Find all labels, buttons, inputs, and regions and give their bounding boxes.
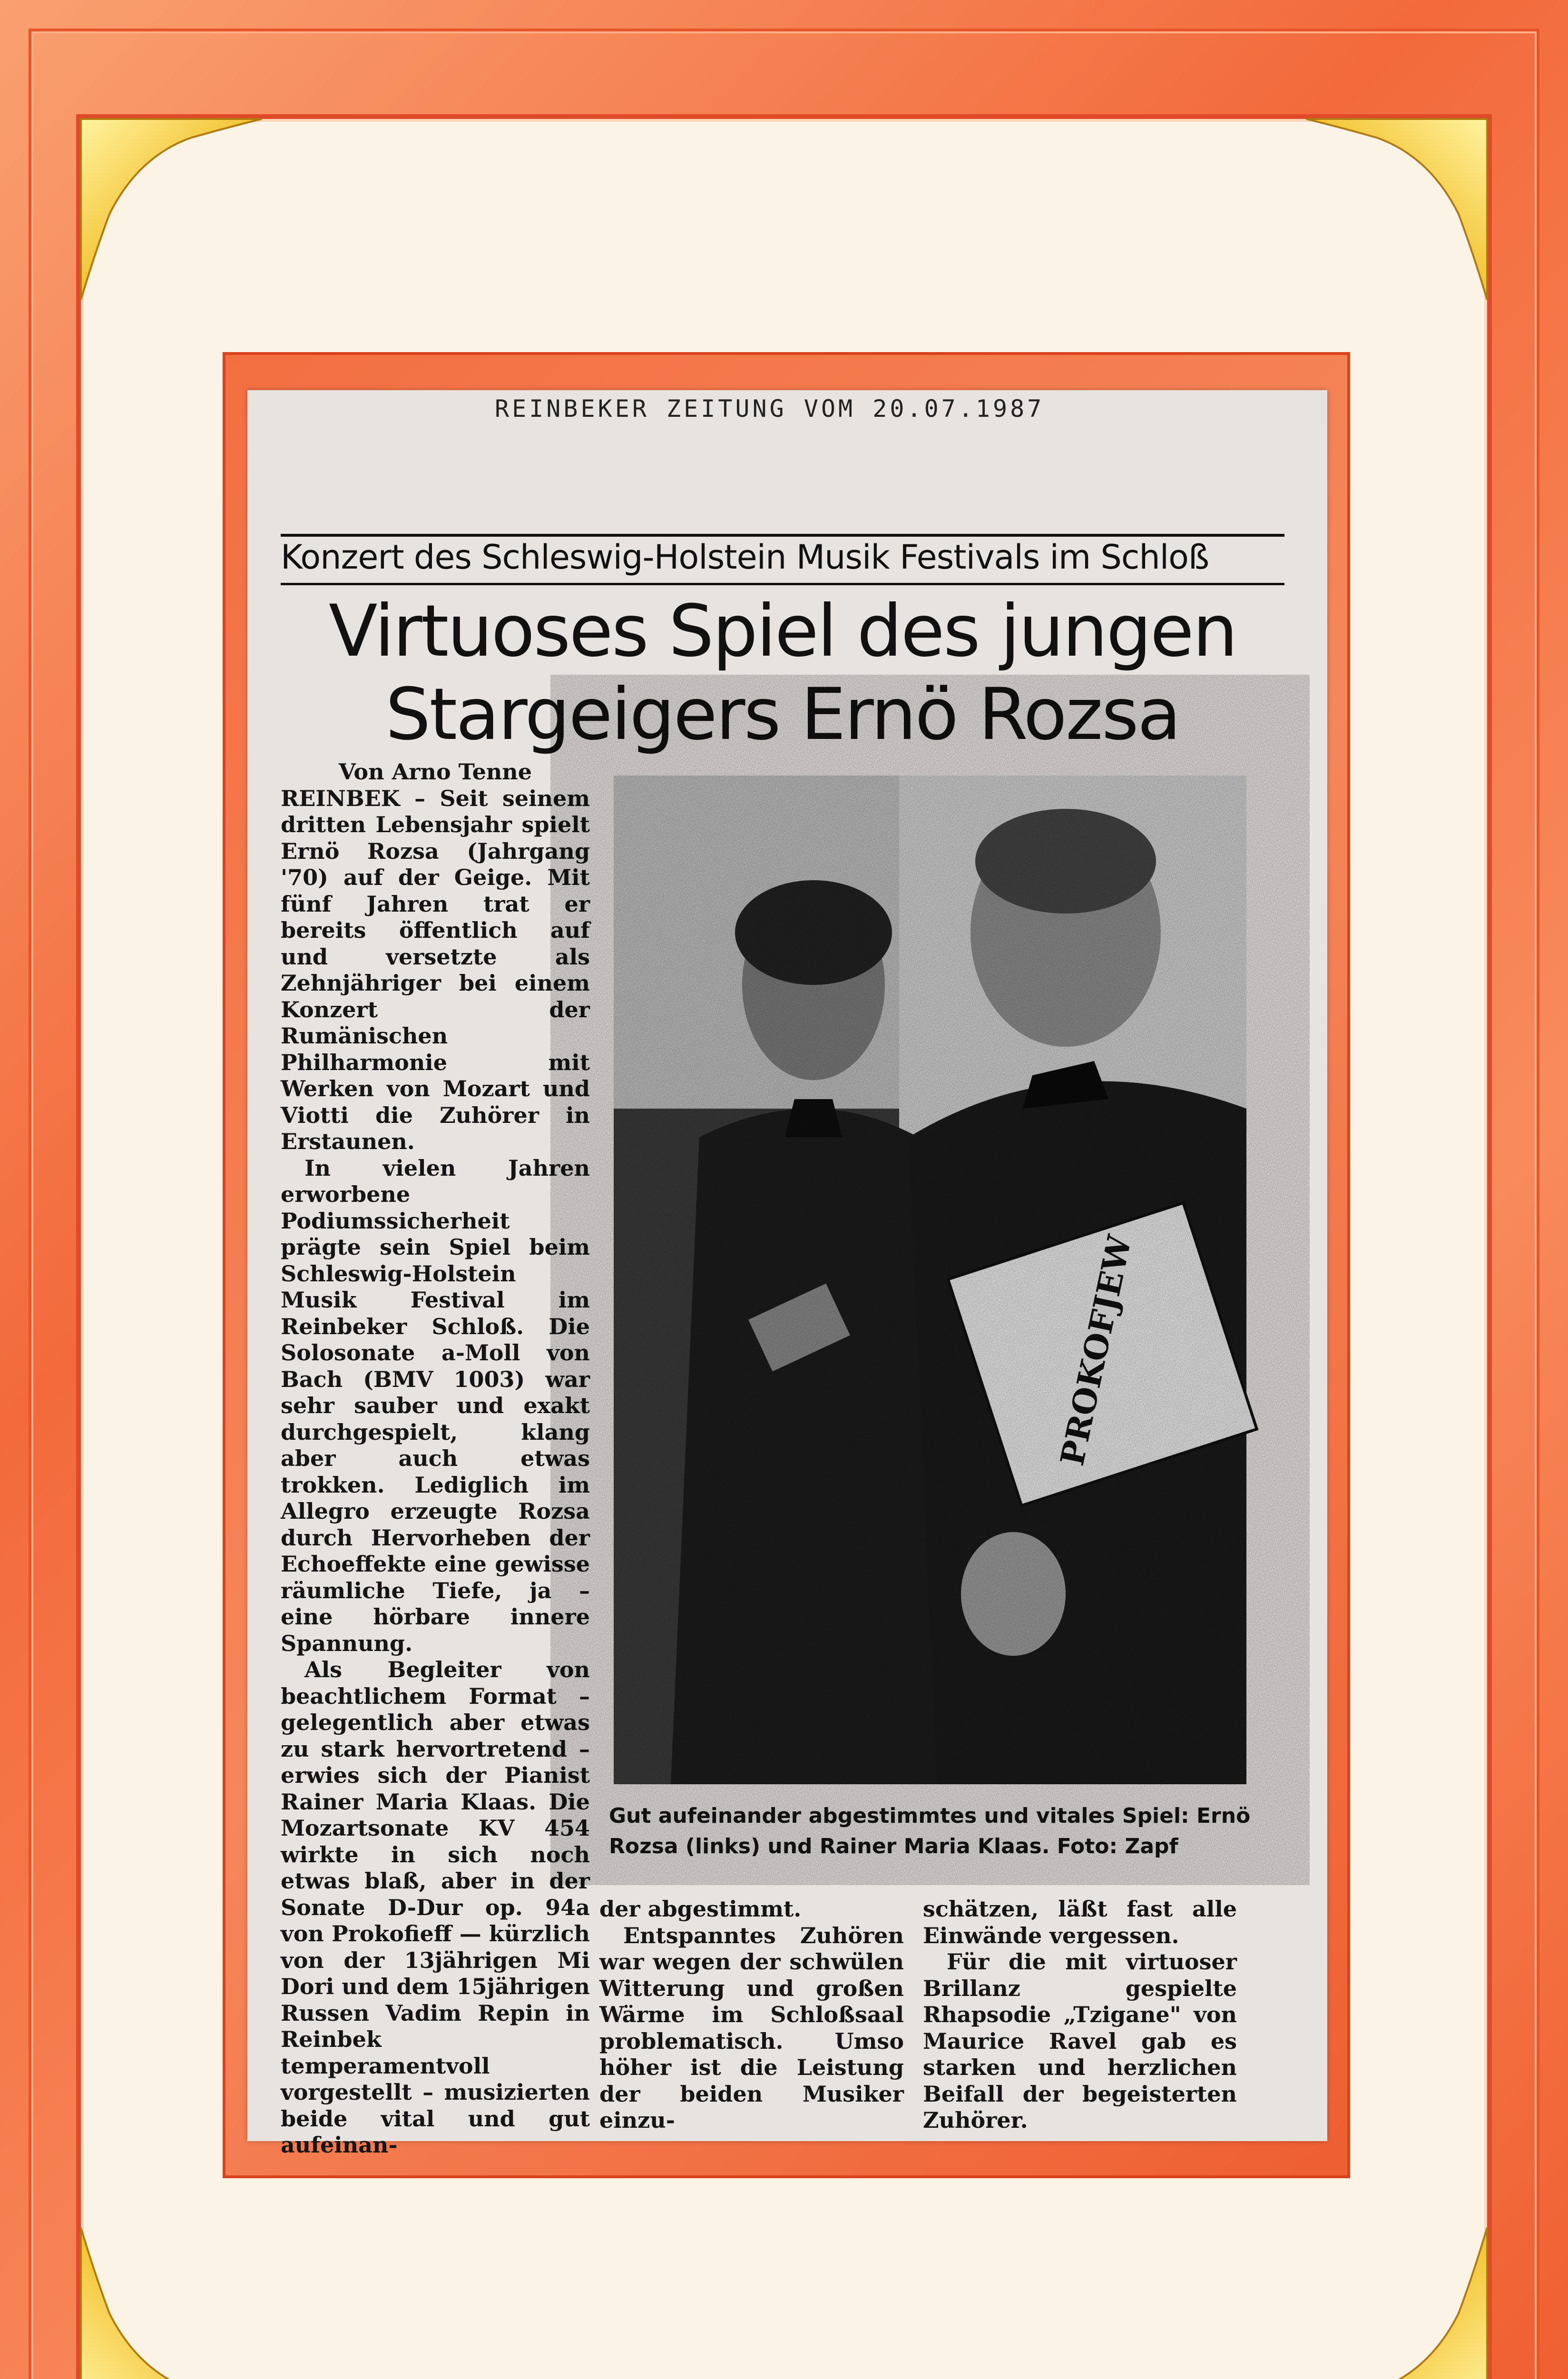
photo-caption: Gut aufeinander abgestimmtes und vitales Spiel: Ernö Rozsa (links) und Rainer Maria Klaas. Foto: Zapf xyxy=(609,1804,1251,1858)
top-rule xyxy=(281,534,1284,537)
photo-corner-bottom-right-icon xyxy=(1306,2228,1487,2379)
newspaper-clipping xyxy=(247,390,1327,2158)
article-paragraph: der abgestimmt. xyxy=(599,1896,802,1922)
photo-corner-top-left-icon xyxy=(81,119,262,300)
headline-line-1: Virtuoses Spiel des jungen xyxy=(328,590,1237,673)
photo-illustration xyxy=(614,776,1246,1784)
headline-line-2: Stargeigers Ernö Rozsa xyxy=(385,673,1180,756)
article-column-2 xyxy=(599,1896,904,2134)
photo-corner-top-right-icon xyxy=(1306,119,1487,300)
article-column-1 xyxy=(281,759,590,2159)
kicker: Konzert des Schleswig-Holstein Musik Festivals im Schloß xyxy=(281,538,1209,577)
article-paragraph: In vielen Jahren erworbene Podiumssicherheit prägte sein Spiel beim Schleswig-Holstein Musik Festival im Reinbeker Schloß. Die Solosonate a-Moll von Bach (BMV 1003) war sehr sauber und exakt durchgespielt, klang aber auch etwas trokken. Lediglich im Allegro erzeugte Rozsa durch Hervorheben der Echoeffekte eine gewisse räumliche Tiefe, ja – eine hörbare innere Spannung. xyxy=(281,1155,590,1656)
concert-photo xyxy=(614,776,1246,1784)
headline xyxy=(281,590,1284,757)
article-paragraph: Als Begleiter von beachtlichem Format – gelegentlich aber etwas zu stark hervortretend – erwies sich der Pianist Rainer Maria Klaas. Die Mozartsonate KV 454 wirkte in sich noch etwas blaß, aber in der Sonate D-Dur op. 94a von Prokofieff — kürzlich von der 13jährigen Mi Dori und dem 15jährigen Russen Vadim Repin in Reinbek temperamentvoll vorgestellt – musizierten beide vital und gut aufeinan- xyxy=(281,1657,590,2158)
article-paragraph: Für die mit virtuoser Brillanz gespielte Rhapsodie „Tzigane" von Maurice Ravel gab es starken und herzlichen Beifall der begeisterten Zuhörer. xyxy=(923,1949,1237,2133)
article-paragraph: schätzen, läßt fast alle Einwände vergessen. xyxy=(923,1896,1237,1948)
article-column-3 xyxy=(923,1896,1237,2134)
kicker-rule xyxy=(281,583,1284,585)
article-paragraph: REINBEK – Seit seinem dritten Lebensjahr spielt Ernö Rozsa (Jahrgang '70) auf der Geige. Mit fünf Jahren trat er bereits öffentlich auf und versetzte als Zehnjähriger bei einem Konzert der Rumänischen Philharmonie mit Werken von Mozart und Viotti die Zuhörer in Erstaunen. xyxy=(281,785,590,1154)
masthead: REINBEKER ZEITUNG VOM 20.07.1987 xyxy=(495,395,1045,423)
byline: Von Arno Tenne xyxy=(338,759,532,785)
photo-corner-bottom-left-icon xyxy=(81,2228,262,2379)
article-paragraph: Entspanntes Zuhören war wegen der schwülen Witterung und großen Wärme im Schloßsaal problematisch. Umso höher ist die Leistung der beiden Musiker einzu- xyxy=(599,1922,904,2133)
